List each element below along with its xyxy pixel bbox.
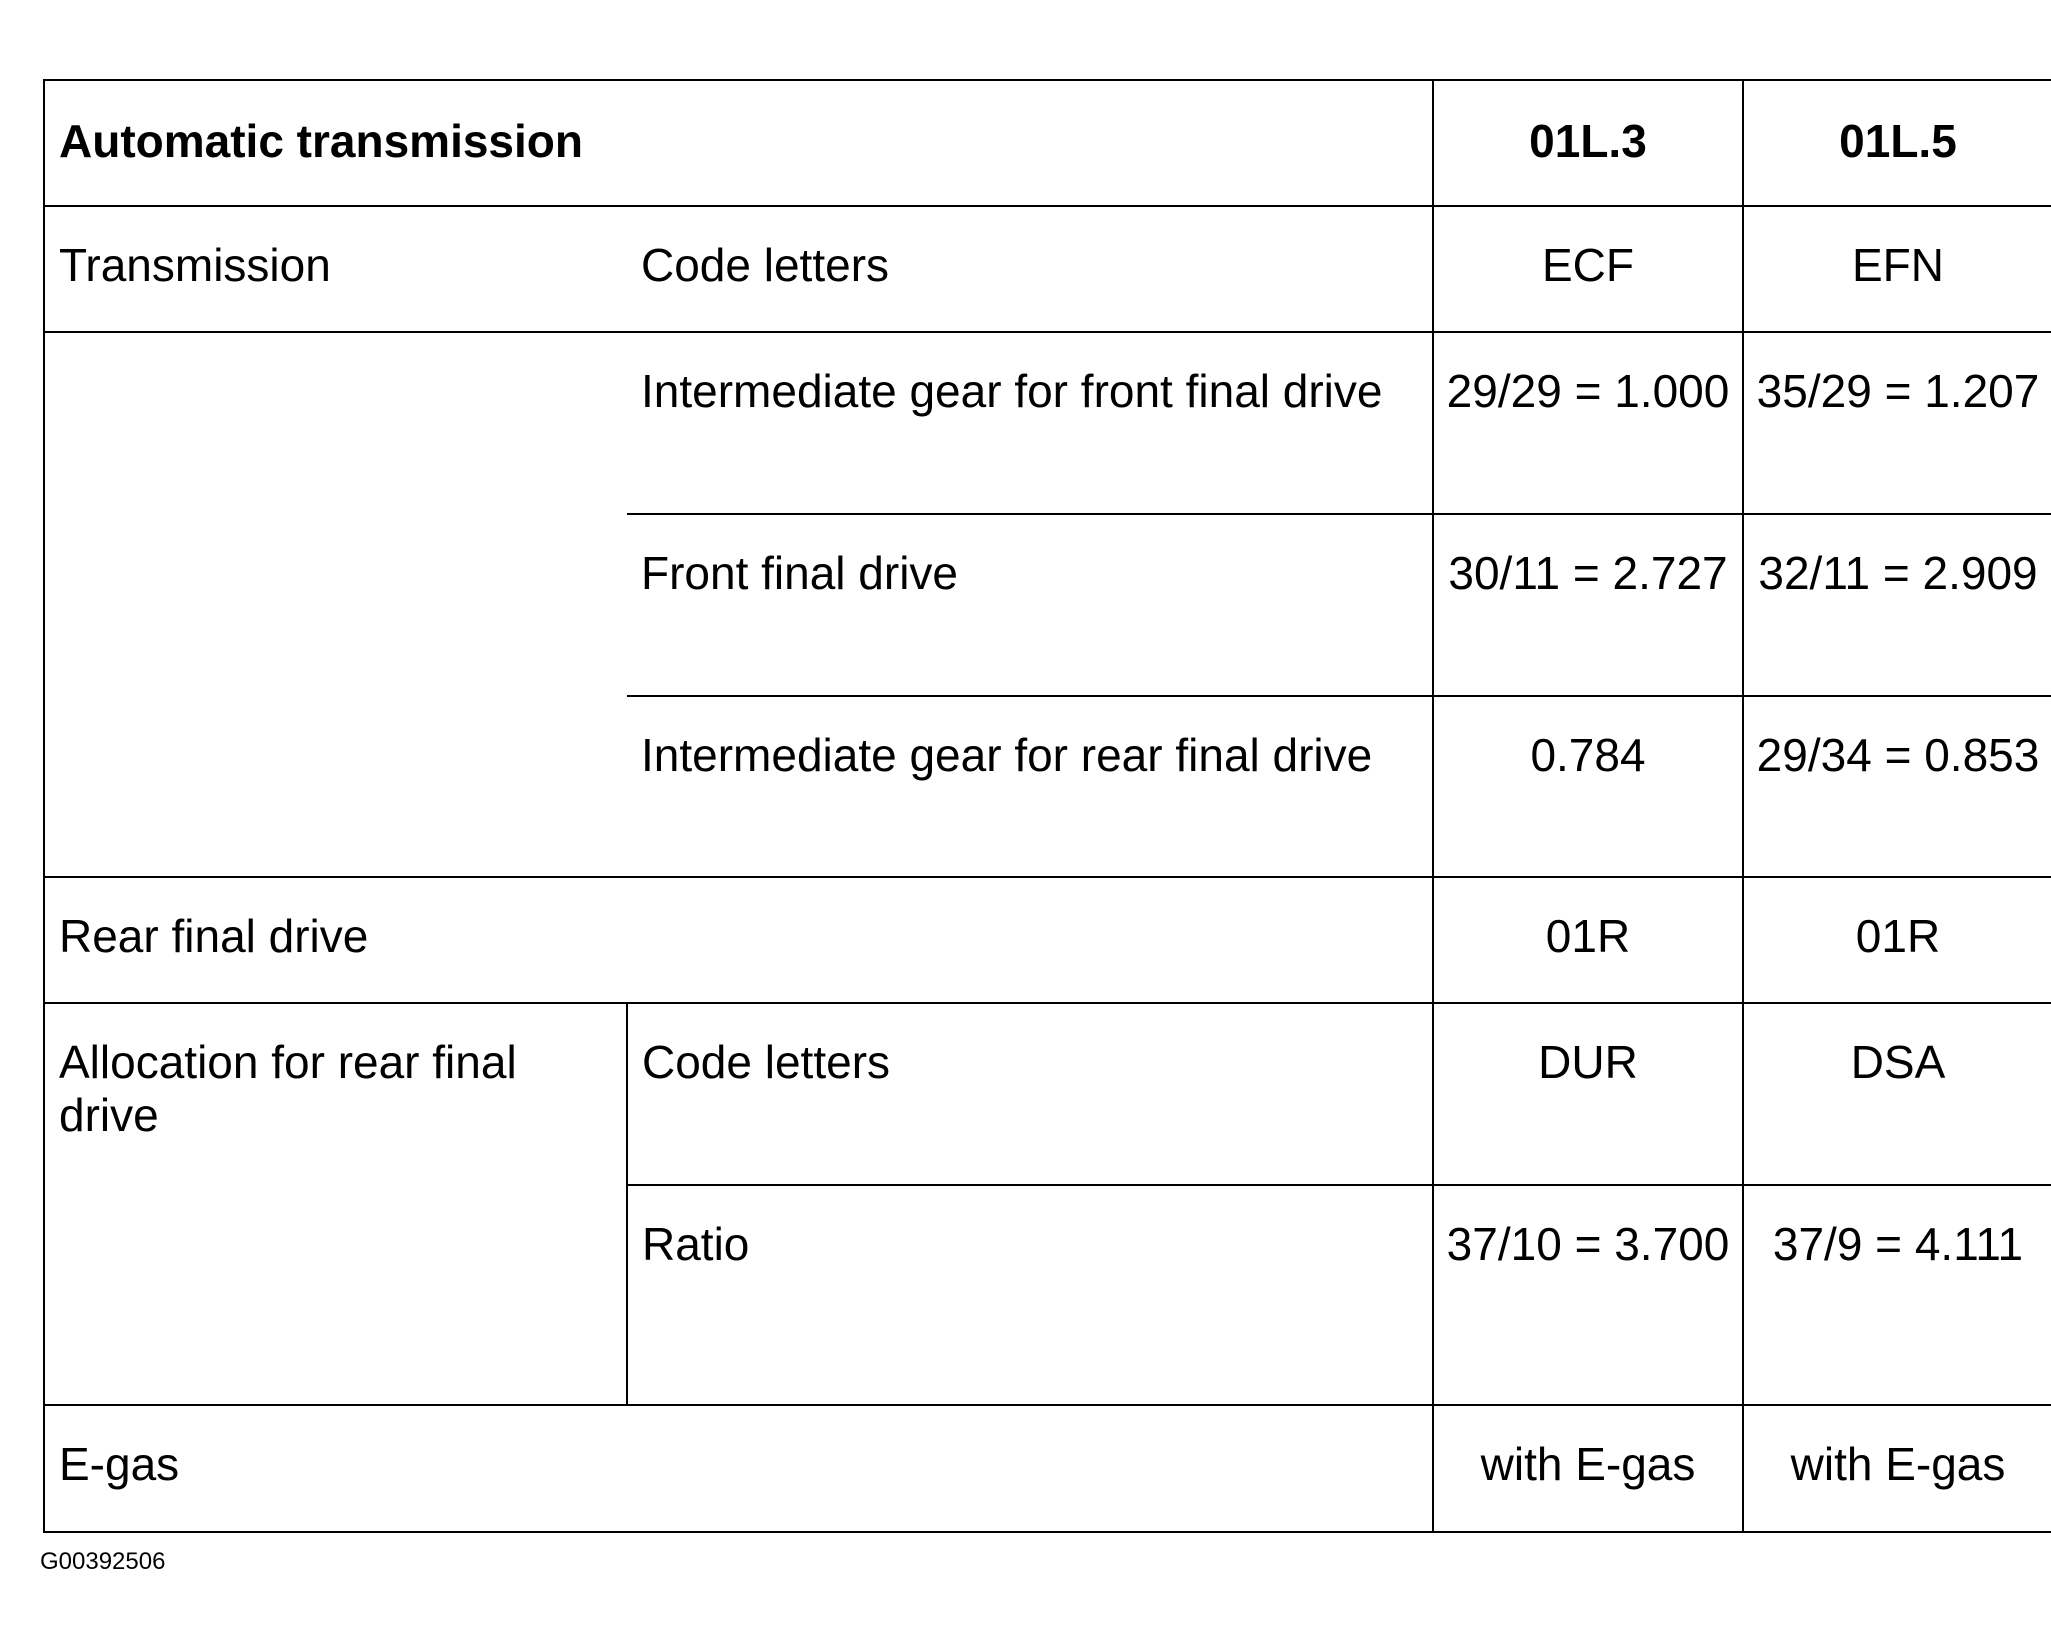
value-text: 37/10 = 3.700	[1446, 1218, 1730, 1270]
cell-01l3-rear-final: 01R	[1433, 877, 1743, 1003]
value-text: 37/9 = 4.111	[1772, 1218, 2024, 1270]
row-label-code-letters: Code letters	[627, 206, 1433, 332]
value-text: 0.784	[1530, 729, 1646, 781]
table-header-row	[44, 80, 2051, 206]
row-label-intermediate-rear: Intermediate gear for rear final drive	[627, 696, 1433, 877]
value-text: 29/29 = 1.000	[1446, 365, 1730, 417]
cell-01l3-ratio	[1433, 1185, 1743, 1405]
table-row	[44, 1405, 2051, 1532]
table-row	[44, 332, 2051, 514]
figure-id: G00392506	[40, 1548, 166, 1575]
row-label-allocation-code: Code letters	[627, 1003, 1433, 1185]
header-col-01l3: 01L.3	[1433, 80, 1743, 206]
value-text: 32/11 = 2.909	[1758, 547, 2038, 599]
table-row	[44, 877, 2051, 1003]
cell-01l5-ratio	[1743, 1185, 2051, 1405]
table-row	[44, 1003, 2051, 1185]
cell-01l3-code: ECF	[1433, 206, 1743, 332]
cell-01l5-intermediate-front	[1743, 332, 2051, 514]
cell-01l5-code: EFN	[1743, 206, 2051, 332]
row-label-front-final: Front final drive	[627, 514, 1433, 696]
cell-01l3-allocation-code: DUR	[1433, 1003, 1743, 1185]
cell-01l5-allocation-code: DSA	[1743, 1003, 2051, 1185]
cell-01l5-egas: with E-gas	[1743, 1405, 2051, 1532]
row-group-transmission: Transmission	[44, 206, 627, 332]
transmission-spec-table	[43, 79, 2051, 1533]
value-text: 29/34 = 0.853	[1756, 729, 2040, 781]
cell-01l5-rear-final: 01R	[1743, 877, 2051, 1003]
cell-01l3-egas: with E-gas	[1433, 1405, 1743, 1532]
row-group-allocation: Allocation for rear final drive	[44, 1003, 627, 1405]
row-label-rear-final: Rear final drive	[44, 877, 1433, 1003]
row-label-intermediate-front: Intermediate gear for front final drive	[627, 332, 1433, 514]
cell-01l3-intermediate-front	[1433, 332, 1743, 514]
value-text: 35/29 = 1.207	[1756, 365, 2040, 417]
cell-01l3-front-final	[1433, 514, 1743, 696]
cell-01l3-intermediate-rear	[1433, 696, 1743, 877]
header-col-01l5: 01L.5	[1743, 80, 2051, 206]
table-row	[44, 206, 2051, 332]
row-group-empty	[44, 332, 627, 877]
value-text: 30/11 = 2.727	[1448, 547, 1728, 599]
cell-01l5-front-final	[1743, 514, 2051, 696]
cell-01l5-intermediate-rear	[1743, 696, 2051, 877]
header-title: Automatic transmission	[44, 80, 1433, 206]
row-label-ratio: Ratio	[627, 1185, 1433, 1405]
row-label-egas: E-gas	[44, 1405, 1433, 1532]
